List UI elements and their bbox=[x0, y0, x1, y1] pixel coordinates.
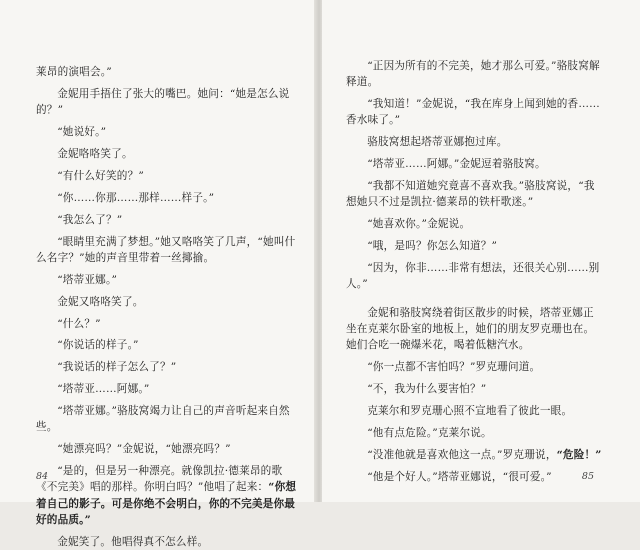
paragraph-text: “什么？” bbox=[57, 317, 101, 330]
paragraph-text: “你……你那……那样……样子。” bbox=[57, 191, 215, 204]
paragraph-text: 金妮用手捂住了张大的嘴巴。她问：“她是怎么说的？” bbox=[36, 87, 290, 117]
paragraph bbox=[36, 64, 302, 80]
paragraph bbox=[346, 403, 602, 419]
paragraph bbox=[36, 337, 302, 353]
paragraph bbox=[346, 238, 602, 254]
paragraph-text: “眼睛里充满了梦想。”她又咯咯笑了几声，“她叫什么名字？”她的声音里带着一丝揶揄。 bbox=[36, 235, 296, 264]
paragraph bbox=[346, 178, 602, 211]
paragraph bbox=[36, 534, 302, 550]
paragraph bbox=[36, 234, 302, 267]
paragraph-text: “不，我为什么要害怕？” bbox=[367, 383, 487, 396]
paragraph-text: “有什么好笑的？” bbox=[57, 169, 144, 182]
paragraph-text: 金妮咯咯笑了。 bbox=[57, 147, 133, 160]
paragraph-text: “她说好。” bbox=[57, 126, 107, 139]
paragraph bbox=[346, 260, 602, 293]
paragraph bbox=[346, 216, 602, 232]
paragraph bbox=[36, 441, 302, 457]
paragraph bbox=[36, 381, 302, 397]
paragraph bbox=[346, 447, 602, 463]
paragraph bbox=[36, 272, 302, 288]
paragraph bbox=[36, 316, 302, 332]
paragraph-text: “你一点都不害怕吗？”罗克珊问道。 bbox=[367, 361, 541, 374]
paragraph-text: “正因为所有的不完美，她才那么可爱。”骆肢窝解释道。 bbox=[346, 60, 600, 89]
paragraph bbox=[36, 359, 302, 375]
paragraph bbox=[36, 212, 302, 228]
paragraph-text: “我都不知道她究竟喜不喜欢我。”骆肢窝说，“我想她只不过是凯拉·德莱昂的铁杆歌迷。” bbox=[346, 180, 595, 209]
paragraph bbox=[346, 381, 602, 397]
paragraph bbox=[346, 305, 602, 354]
page-number-left: 84 bbox=[36, 471, 49, 482]
right-page bbox=[322, 0, 640, 502]
paragraph-text: 金妮和骆肢窝绕着街区散步的时候，塔蒂亚娜正坐在克莱尔卧室的地板上，她们的朋友罗克珊也在。她们合吃一碗爆米花，喝着低糖汽水。 bbox=[346, 306, 595, 352]
paragraph-text: “没准他就是喜欢他这一点。”罗克珊说， bbox=[367, 448, 557, 461]
paragraph-text: “他是个好人。”塔蒂亚娜说，“很可爱。” bbox=[367, 470, 552, 483]
paragraph-text: “你说话的样子。” bbox=[57, 339, 139, 352]
paragraph-text: “塔蒂亚娜。”骆肢窝竭力让自己的声音听起来自然些。 bbox=[36, 405, 290, 434]
paragraph bbox=[346, 96, 602, 129]
paragraph-text: “她漂亮吗？”金妮说，“她漂亮吗？” bbox=[57, 443, 231, 456]
paragraph-text: 金妮又咯咯笑了。 bbox=[57, 295, 144, 308]
paragraph-text: “塔蒂亚……阿娜。”金妮逗着骆肢窝。 bbox=[367, 158, 546, 171]
paragraph-text: “哦，是吗？你怎么知道？” bbox=[367, 240, 498, 253]
paragraph-text: 克莱尔和罗克珊心照不宣地看了彼此一眼。 bbox=[367, 404, 573, 417]
paragraph-text: “塔蒂亚……阿娜。” bbox=[57, 383, 150, 396]
paragraph bbox=[36, 190, 302, 206]
paragraph-text: 骆肢窝想起塔蒂亚娜抱过库。 bbox=[367, 136, 508, 149]
paragraph bbox=[36, 146, 302, 162]
paragraph-text: 莱昂的演唱会。” bbox=[36, 66, 112, 78]
page-number-right: 85 bbox=[581, 471, 594, 482]
paragraph-text: “塔蒂亚娜。” bbox=[57, 273, 118, 286]
paragraph bbox=[36, 124, 302, 140]
paragraph bbox=[346, 469, 602, 485]
left-page-text bbox=[36, 64, 302, 550]
paragraph-text: “我说话的样子怎么了？” bbox=[57, 361, 177, 374]
paragraph bbox=[346, 134, 602, 150]
paragraph-text: “因为，你非……非常有想法，还很关心别……别人。” bbox=[346, 262, 600, 291]
left-page bbox=[0, 0, 316, 548]
paragraph bbox=[346, 425, 602, 441]
emphasized-text: “你想着自己的影子。可是你绝不会明白，你的不完美是你最好的品质。” bbox=[36, 481, 297, 527]
paragraph-text: “他有点危险。”克莱尔说。 bbox=[367, 426, 492, 439]
paragraph-text: 金妮笑了。他唱得真不怎么样。 bbox=[57, 535, 209, 548]
paragraph bbox=[346, 58, 602, 91]
right-page-text bbox=[346, 58, 602, 485]
paragraph bbox=[36, 294, 302, 310]
paragraph bbox=[346, 359, 602, 375]
paragraph bbox=[36, 403, 302, 436]
paragraph-text: “我怎么了？” bbox=[57, 213, 123, 226]
paragraph-text: “她喜欢你。”金妮说。 bbox=[367, 218, 471, 231]
paragraph bbox=[346, 156, 602, 172]
emphasized-text: “危险！” bbox=[556, 448, 602, 461]
paragraph-text: “是的，但是另一种漂亮。就像凯拉·德莱昂的歌《不完美》唱的那样。你明白吗？”他唱了起来： bbox=[36, 465, 283, 494]
paragraph-text: “我知道！”金妮说，“我在库身上闻到她的香……香水味了。” bbox=[346, 98, 600, 127]
paragraph bbox=[36, 168, 302, 184]
paragraph bbox=[36, 463, 302, 528]
paragraph bbox=[36, 86, 302, 119]
